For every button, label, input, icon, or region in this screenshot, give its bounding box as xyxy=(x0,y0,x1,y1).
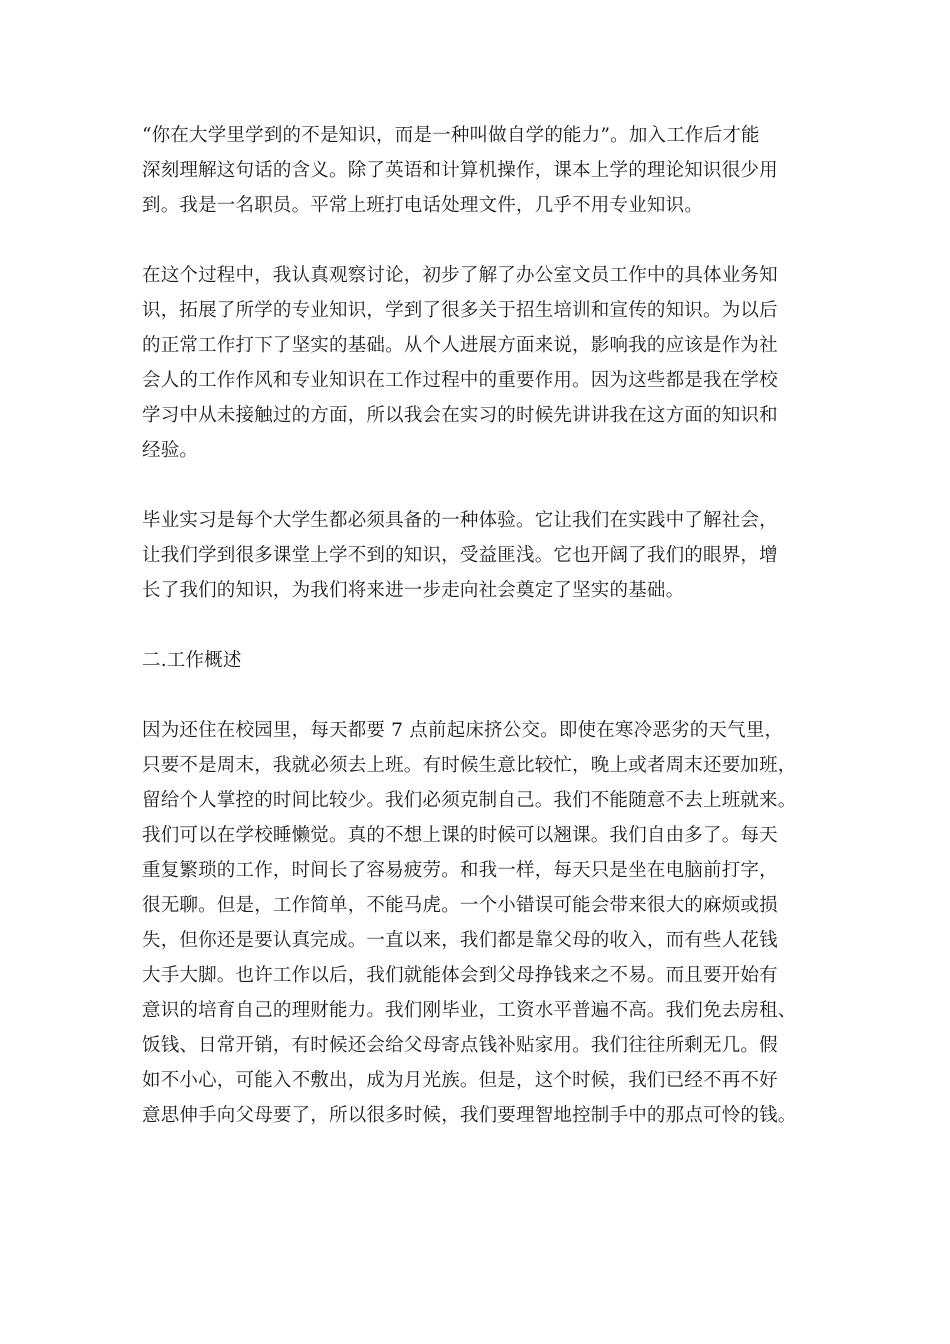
text-line: 毕业实习是每个大学生都必须具备的一种体验。它让我们在实践中了解社会， xyxy=(142,510,778,531)
text-line: 重复繁琐的工作，时间长了容易疲劳。和我一样，每天只是坐在电脑前打字， xyxy=(142,860,778,881)
text-line: 大手大脚。也许工作以后，我们就能体会到父母挣钱来之不易。而且要开始有 xyxy=(142,965,778,986)
text-line: 识，拓展了所学的专业知识，学到了很多关于招生培训和宣传的知识。为以后 xyxy=(142,300,778,321)
paragraph-gap xyxy=(142,223,818,258)
section-heading: 二.工作概述 xyxy=(142,650,242,671)
text-line: 到。我是一名职员。平常上班打电话处理文件，几乎不用专业知识。 xyxy=(142,195,704,216)
text-line: 失，但你还是要认真完成。一直以来，我们都是靠父母的收入，而有些人花钱 xyxy=(142,930,778,951)
text-line: 饭钱、日常开销，有时候还会给父母寄点钱补贴家用。我们往往所剩无几。假 xyxy=(142,1035,778,1056)
text-line: 我们可以在学校睡懒觉。真的不想上课的时候可以翘课。我们自由多了。每天 xyxy=(142,825,778,846)
text-line: 因为还住在校园里，每天都要 7 点前起床挤公交。即使在寒冷恶劣的天气里， xyxy=(142,720,784,741)
text-line: 意识的培育自己的理财能力。我们刚毕业，工资水平普遍不高。我们免去房租、 xyxy=(142,1000,797,1021)
text-line: 意思伸手向父母要了，所以很多时候，我们要理智地控制手中的那点可怜的钱。 xyxy=(142,1105,797,1126)
paragraph-3 xyxy=(142,503,818,608)
text-line: 经验。 xyxy=(142,440,199,461)
paragraph-1 xyxy=(142,118,818,223)
text-line: 如不小心，可能入不敷出，成为月光族。但是，这个时候，我们已经不再不好 xyxy=(142,1070,778,1091)
text-line: 很无聊。但是，工作简单，不能马虎。一个小错误可能会带来很大的麻烦或损 xyxy=(142,895,778,916)
text-line: 学习中从未接触过的方面，所以我会在实习的时候先讲讲我在这方面的知识和 xyxy=(142,405,778,426)
text-line: “你在大学里学到的不是知识，而是一种叫做自学的能力”。加入工作后才能 xyxy=(142,125,760,146)
paragraph-gap xyxy=(142,468,818,503)
text-line: 只要不是周末，我就必须去上班。有时候生意比较忙，晚上或者周末还要加班， xyxy=(142,755,797,776)
text-line: 长了我们的知识，为我们将来进一步走向社会奠定了坚实的基础。 xyxy=(142,580,685,601)
text-line: 深刻理解这句话的含义。除了英语和计算机操作，课本上学的理论知识很少用 xyxy=(142,160,778,181)
paragraph-gap xyxy=(142,608,818,643)
paragraph-gap xyxy=(142,678,818,713)
text-line: 留给个人掌控的时间比较少。我们必须克制自己。我们不能随意不去上班就来。 xyxy=(142,790,797,811)
paragraph-2 xyxy=(142,258,818,468)
text-line: 的正常工作打下了坚实的基础。从个人进展方面来说，影响我的应该是作为社 xyxy=(142,335,778,356)
text-line: 在这个过程中，我认真观察讨论，初步了解了办公室文员工作中的具体业务知 xyxy=(142,265,778,286)
text-line: 会人的工作作风和专业知识在工作过程中的重要作用。因为这些都是我在学校 xyxy=(142,370,778,391)
paragraph-4 xyxy=(142,713,818,1133)
text-line: 让我们学到很多课堂上学不到的知识，受益匪浅。它也开阔了我们的眼界，增 xyxy=(142,545,778,566)
document-body xyxy=(142,118,818,1133)
